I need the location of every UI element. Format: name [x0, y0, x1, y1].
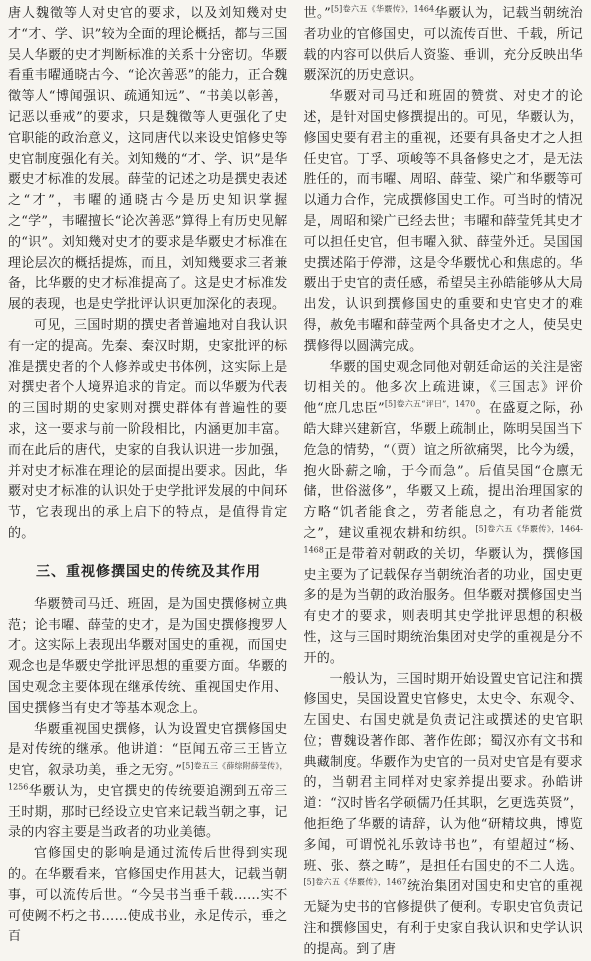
paragraph-continuation — [304, 4, 584, 87]
citation-superscript: [5]卷六五《华覈传》，1464 — [330, 4, 435, 14]
text-segment: 华覈认为，记载当朝统治者功业的官修国史，可以流传百世、千载，所记载的内容可以供后人资鉴、垂训，充分反映出华覈深沉的历史意识。 — [303, 6, 583, 84]
paragraph-court-concern — [304, 358, 584, 670]
text-segment: 华覈的国史观念同他对朝廷命运的关注是密切相关的。他多次上疏进谏，《三国志》评价他“庶几忠臣” — [303, 359, 583, 417]
citation-superscript: [5]卷六五《华覈传》，1467 — [303, 878, 407, 888]
text-segment: 正是带着对朝政的关切，华覈认为，撰修国史主要为了记载保存当朝统治者的功业，国史更多的是为当朝的政治服务。但华覈对撰修国史当有史才的要求，则表明其史学批评思想的积极性，这与三国时期统治集团对史学的重视是分不开的。 — [303, 546, 583, 666]
text-segment: 世。” — [303, 6, 331, 21]
text-segment: 。在盛夏之际，孙皓大肆兴建新宫，华覈上疏制止，陈明吴国当下危急的情势，“（贾）谊之所欲痛哭，比今为缓，抱火卧薪之喻，于今而急”。后值吴国“仓廪无储，世俗滋侈”，华覈又上疏，提出治理国家的方略“饥者能食之，劳者能息之，有功者能赏之”，建议重视农耕和纺织。 — [303, 401, 583, 541]
right-column — [303, 4, 584, 957]
left-column — [8, 4, 288, 945]
paragraph-national-history-concept: 华覈赞司马迁、班固，是为国史撰修树立典范；论韦曜、薛莹的史才，是为国史撰修搜罗人才。这实际上表现出华覈对国史的重视，而国史观念也是华覈史学批评思想的重要方面。华覈的国史观念主要体现在继承传统、重视国史作用、国史撰修当有史才等基本观念上。 — [8, 596, 288, 716]
text-segment: 华覈认为，史官撰史的传统要追溯到五帝三王时期，那时已经设立史官来记载当朝之事，记录的内容主要是当政者的功业美德。 — [8, 783, 288, 841]
text-segment: 一般认为，三国时期开始设置史官记注和撰修国史，吴国设置史官修史，太史令、东观令、左国史、右国史就是负责记注或撰述的史官职位；曹魏设著作郎、著作佐郎；蜀汉亦有文书和典藏制度。华覈作为史官的一员对史官是有要求的，当朝君主同样对史家养提出要求。孙皓讲道：“汉时皆名学硕儒乃任其职，乞更选英贤”，他拒绝了华覈的请辞，认为他“研精坟典，博览多闻，可谓悦礼乐敦诗书也”，有望超过“杨、班、张、蔡之畴”，是担任右国史的不二人选。 — [303, 671, 583, 874]
paragraph-historian-offices — [304, 670, 584, 961]
citation-superscript: [5]卷六五《华覈传》，1464-1468 — [303, 524, 583, 555]
paragraph-praise-and-shicai: 华覈对司马迁和班固的赞赏、对史才的论述，是针对国史修撰提出的。可见，华覈认为，修国史要有君主的重视，还要有具备史才之人担任史官。丁孚、项峻等不具备修史之才，是无法胜任的，而韦曜、周昭、薛莹、梁广和华覈等可以通力合作，完成撰修国史工作。可当时的情况是，周昭和梁广已经去世；韦曜和薛莹凭其史才可以担任史官，但韦曜入狱、薛莹外迁。吴国国史撰述陷于停滞，这是令华覈忧心和焦虑的。华覈出于史官的责任感，希望吴主孙皓能够从大局出发，认识到撰修国史的重要和史官史才的难得，赦免韦曜和薛莹两个具备史才之人，使吴史撰修得以圆满完成。 — [303, 89, 583, 354]
paragraph-tradition — [8, 720, 288, 845]
paragraph-self-awareness: 可见，三国时期的撰史者普遍地对自我认识有一定的提高。先秦、秦汉时期，史家批评的标准是撰史者的个人修养或史书体例，这实际上是对撰史者个人境界追求的肯定。而以华覈为代表的三国时期的史家则对撰史群体有普遍性的要求，这一要求与前一阶段相比，内涵更加丰富。而在此后的唐代，史家的自我认识进一步加强，并对史才标准在理论的层面提出要求。因此，华覈对史才标准的认识处于史学批评发展的中间环节，它表现出的承上启下的特点，是值得肯定的。 — [8, 317, 288, 541]
text-segment: 统治集团对国史和史官的重视无疑为史书的官修提供了便利。专职史官负责记注和撰修国史，有利于史家自我认识和史学认识的提高。到了唐 — [303, 879, 583, 957]
citation-superscript: [5]卷六五“评曰”，1470 — [384, 399, 476, 409]
paragraph-official-history-influence: 官修国史的影响是通过流传后世得到实现的。在华覈看来，官修国史作用甚大，记载当朝事，可以流传后世。“今吴书当垂千载……实不可使阙不朽之书……使成书业，永足传示，垂之百 — [8, 846, 288, 945]
text-segment: 华覈重视国史撰修，认为设置史官撰修国史是对传统的继承。他讲道：“臣闻五帝三王皆立史官，叙录功美，垂之无穷。” — [8, 721, 288, 779]
citation-superscript: [5]卷五三《薛综附薛莹传》，1256 — [8, 761, 288, 792]
two-column-layout — [8, 4, 583, 957]
paragraph-shicai-standard: 唐人魏徵等人对史官的要求，以及刘知幾对史才“才、学、识”较为全面的理论概括，都与三国吴人华覈的史才判断标准的关系十分密切。华覈看重韦曜通晓古今、“论次善恶”的能力，正合魏徵等人“博闻强识、疏通知远”、“书美以彰善，记恶以垂戒”的要求，只是魏徵等人更强化了史官职能的政治意义，这同唐代以来设史馆修史等史官制度强化有关。刘知幾的“才、学、识”是华覈史才标准的发展。薛莹的记述之功是撰史表述之“才”，韦曜的通晓古今是历史知识掌握之“学”，韦曜擅长“论次善恶”算得上有历史见解的“识”。刘知幾对史才的要求是华覈史才标准在理论层次的概括提炼，而且，刘知幾要求三者兼备，比华覈的史才标准提高了。这是史才标准发展的表现，也是史学批评认识更加深化的表现。 — [8, 6, 288, 313]
section-heading: 三、重视修撰国史的传统及其作用 — [36, 563, 261, 580]
